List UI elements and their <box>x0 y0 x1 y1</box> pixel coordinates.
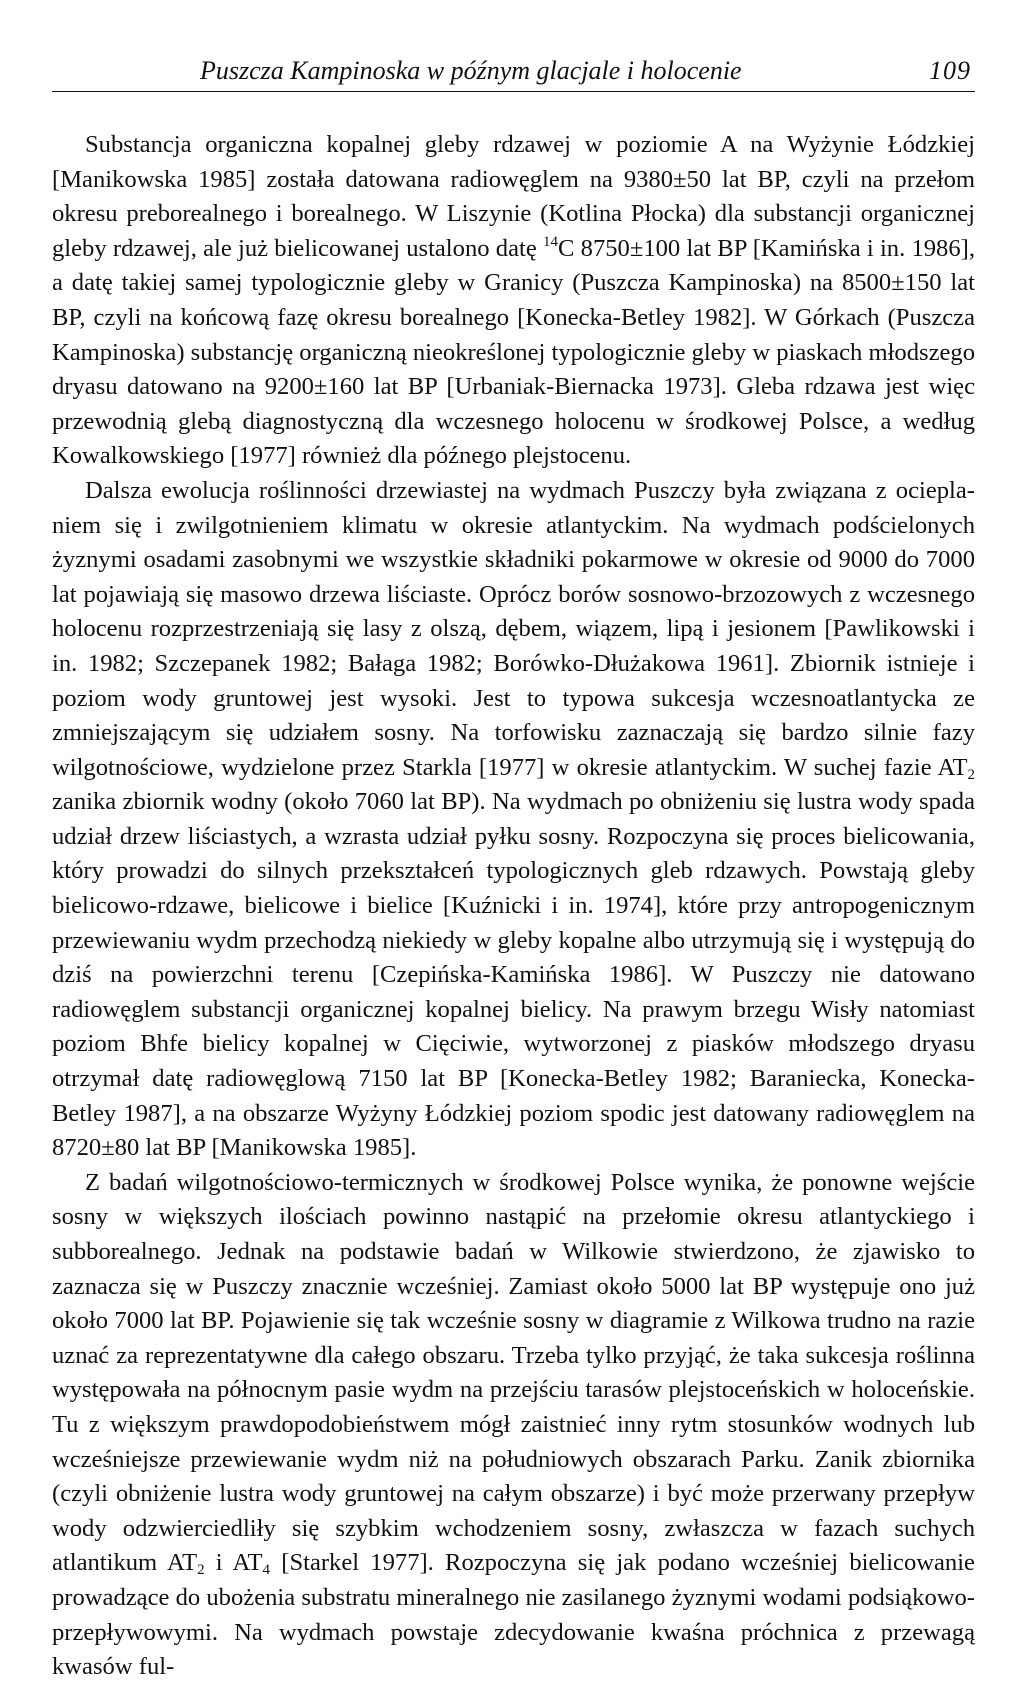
page-number: 109 <box>929 56 971 85</box>
book-page <box>52 56 975 1685</box>
running-title: Puszcza Kampinoska w późnym glacjale i holocenie <box>200 56 742 85</box>
paragraph <box>52 128 975 474</box>
subscript: 2 <box>197 1562 205 1579</box>
running-header <box>52 56 975 92</box>
body-text <box>52 128 975 1685</box>
subscript: 2 <box>967 766 975 783</box>
text-run: i AT <box>204 1549 263 1577</box>
subscript: 4 <box>262 1562 271 1579</box>
text-run: Z badań wilgotnościowo-termicznych w środkowej Polsce wynika, że ponowne wejście sosny w większych ilościach powinno nastąpić na przełomie okresu atlantyckiego i subborealnego. Jednak na podstawie badań w Wilkowie stwierdzono, że zjawisko to zaznacza się w Puszczy znacznie wcześniej. Zamiast około 5000 lat BP występuje ono już około 7000 lat BP. Pojawienie się tak wcześnie sosny w diagramie z Wilkowa trudno na razie uznać za reprezentatywne dla całego obszaru. Trzeba tylko przyjąć, że taka sukcesja roślinna występowała na północnym pasie wydm na przejściu tarasów plejstoceńskich w holoceńskie. Tu z większym prawdopodobieństwem mógł zaistnieć inny rytm stosunków wodnych lub wcześniejsze przewiewanie wydm niż na południowych obszarach Parku. Zanik zbiornika (czyli obniżenie lustra wody gruntowej na całym obszarze) i być może przerwany przepływ wody odzwierciedliły się szybkim wchodzeniem sosny, zwłaszcza w fazach suchych atlantikum AT <box>52 1168 975 1577</box>
superscript: 14 <box>543 233 558 250</box>
text-run: zanika zbiornik wodny (około 7060 lat BP). Na wydmach po obniżeniu się lustra wody spada udział drzew liściastych, a wzrasta udział pyłku sosny. Rozpoczyna się proces bielicowania, który prowadzi do silnych przekształceń typologicznych gleb rdzawych. Powstają gleby bielicowo-rdzawe, bielicowe i bielice [Kuźnicki i in. 1974], które przy antropogenicznym przewiewaniu wydm przechodzą niekiedy w gleby kopalne albo utrzymują się i występują do dziś na powierzchni terenu [Czepińska-Kamińska 1986]. W Puszczy nie datowano radiowęglem substancji organicznej kopalnej bielicy. Na prawym brzegu Wisły natomiast poziom Bhfe bielicy kopalnej w Cięciwie, wytworzonej z piasków młodszego dryasu otrzymał datę radiowęglową 7150 lat BP [Konecka-Betley 1982; Baraniecka, Konecka-Betley 1987], a na obszarze Wyżyny Łódzkiej poziom spodic jest datowany radiowęglem na 8720±80 lat BP [Manikowska 1985]. <box>52 788 975 1162</box>
paragraph <box>52 1166 975 1685</box>
paragraph <box>52 474 975 1166</box>
text-run: Dalsza ewolucja roślinności drzewiastej na wydmach Puszczy była związana z ocieplaniem się i zwilgotnieniem klimatu w okresie atlantyckim. Na wydmach podścielonych żyznymi osadami zasobnymi we wszystkie składniki pokarmowe w okresie od 9000 do 7000 lat pojawiają się masowo drzewa liściaste. Oprócz borów sosnowo-brzozowych z wczesnego holocenu rozprzestrzeniają się lasy z olszą, dębem, wiązem, lipą i jesionem [Pawlikowski i in. 1982; Szczepanek 1982; Bałaga 1982; Borówko-Dłużakowa 1961]. Zbiornik istnieje i poziom wody gruntowej jest wysoki. Jest to typowa sukcesja wczesnoatlantycka ze zmniejszającym się udziałem sosny. Na torfowisku zaznaczają się bardzo silnie fazy wilgotnościowe, wydzielone przez Starkla [1977] w okresie atlantyckim. W suchej fazie AT <box>52 476 975 781</box>
text-run: Substancja organiczna kopalnej gleby rdzawej w poziomie A na Wyżynie Łódzkiej [Manikowska 1985] została datowana radiowęglem na 9380±50 lat BP, czyli na przełom okresu preborealnego i borealnego. W Liszynie (Kotlina Płocka) dla substancji organicznej gleby rdzawej, ale już bielicowanej ustalono datę <box>52 131 975 262</box>
text-run: [Starkel 1977]. Rozpoczyna się jak podano wcześniej bielicowanie prowadzące do ubożenia substratu mineralnego nie zasilanego żyznymi wodami podsiąkowo-przepływowymi. Na wydmach powstaje zdecydowanie kwaśna próchnica z przewagą kwasów ful- <box>52 1549 975 1681</box>
text-run: C 8750±100 lat BP [Kamińska i in. 1986], a datę takiej samej typologicznie gleby w Granicy (Puszcza Kampinoska) na 8500±150 lat BP, czyli na końcową fazę okresu borealnego [Konecka-Betley 1982]. W Górkach (Puszcza Kampinoska) substancję organiczną nieokreślonej typologicznie gleby w piaskach młodszego dryasu datowano na 9200±160 lat BP [Urbaniak-Biernacka 1973]. Gleba rdzawa jest więc przewodnią glebą diagnostyczną dla wczesnego holocenu w środkowej Polsce, a według Kowalkowskiego [1977] również dla późnego plejstocenu. <box>52 234 975 470</box>
